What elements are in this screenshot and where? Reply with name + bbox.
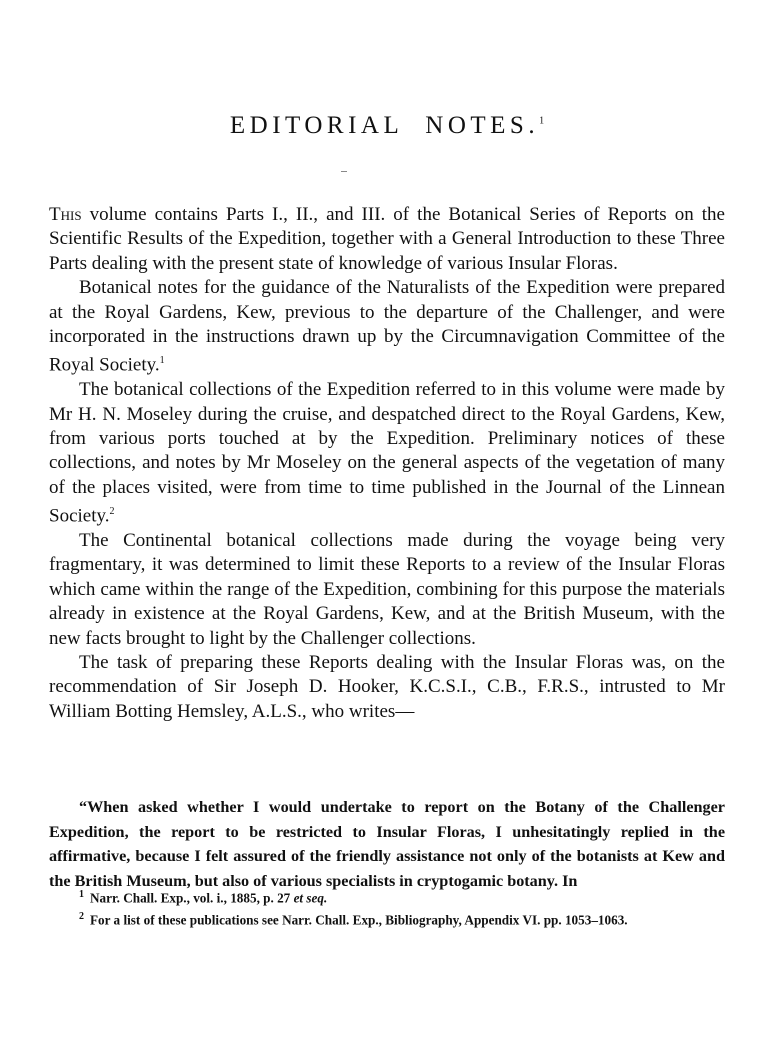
footnote-ref-1[interactable]: 1	[159, 355, 165, 367]
footnotes	[49, 885, 725, 930]
paragraph-5-text: The task of preparing these Reports dealing with the Insular Floras was, on the recommendation of Sir Joseph D. Hooker, K.C.S.I., C.B., F.R.S., intrusted to Mr William Botting Hemsley, A.L.S., who writes—	[49, 651, 725, 722]
title-word-editorial: EDITORIAL	[229, 112, 404, 139]
body-text	[49, 203, 725, 724]
paragraph-3	[49, 378, 725, 529]
title-word-notes: NOTES.	[425, 112, 540, 139]
footnote-2-marker: 2	[79, 911, 84, 923]
footnote-ref-2[interactable]: 2	[109, 506, 115, 518]
footnote-1	[49, 885, 725, 907]
title-footnote-marker: 1	[539, 115, 545, 127]
footnote-2-text: For a list of these publications see Narr. Chall. Exp., Bibliography, Appendix VI. pp. 1053–1063.	[90, 912, 628, 928]
page-title	[49, 112, 725, 140]
paragraph-1-text: volume contains Parts I., II., and III. of the Botanical Series of Reports on the Scientific Results of the Expedition, together with a General Introduction to these Three Parts dealing with the present state of knowledge of various Insular Floras.	[49, 204, 725, 274]
footnote-1-text: Narr. Chall. Exp., vol. i., 1885, p. 27	[90, 890, 294, 906]
paragraph-4-text: The Continental botanical collections made during the voyage being very fragmentary, it was determined to limit these Reports to a review of the Insular Floras which came within the range of the Expedition, combining for this purpose the materials already in existence at the Royal Gardens, Kew, and at the British Museum, with the new facts brought to light by the Challenger collections.	[49, 529, 725, 649]
paragraph-4	[49, 529, 725, 651]
paragraph-2	[49, 276, 725, 378]
quote-text: “When asked whether I would undertake to report on the Botany of the Challenger Expedition, the report to be restricted to Insular Floras, I unhesitatingly replied in the affirmative, because I felt assured of the friendly assistance not only of the botanists at Kew and the British Museum, but also of various specialists in cryptogamic botany. In	[49, 798, 725, 890]
paragraph-5	[49, 651, 725, 724]
footnote-2	[49, 907, 725, 929]
block-quote	[49, 795, 725, 893]
footnote-1-italic: et seq.	[293, 890, 328, 906]
paragraph-3-text: The botanical collections of the Expedition referred to in this volume were made by Mr H. N. Moseley during the cruise, and despatched direct to the Royal Gardens, Kew, from various ports touched at by the Expedition. Preliminary notices of these collections, and notes by Mr Moseley on the general aspects of the vegetation of many of the places visited, were from time to time published in the Journal of the Linnean Society.	[49, 379, 725, 527]
title-rule	[341, 171, 347, 172]
footnote-1-marker: 1	[79, 889, 84, 900]
paragraph-2-text: Botanical notes for the guidance of the Naturalists of the Expedition were prepared at the Royal Gardens, Kew, previous to the departure of the Challenger, and were incorporated in the instructions drawn up by the Circumnavigation Committee of the Royal Society.	[49, 277, 725, 376]
paragraph-1-lead: This	[49, 204, 82, 225]
paragraph-1	[49, 203, 725, 276]
